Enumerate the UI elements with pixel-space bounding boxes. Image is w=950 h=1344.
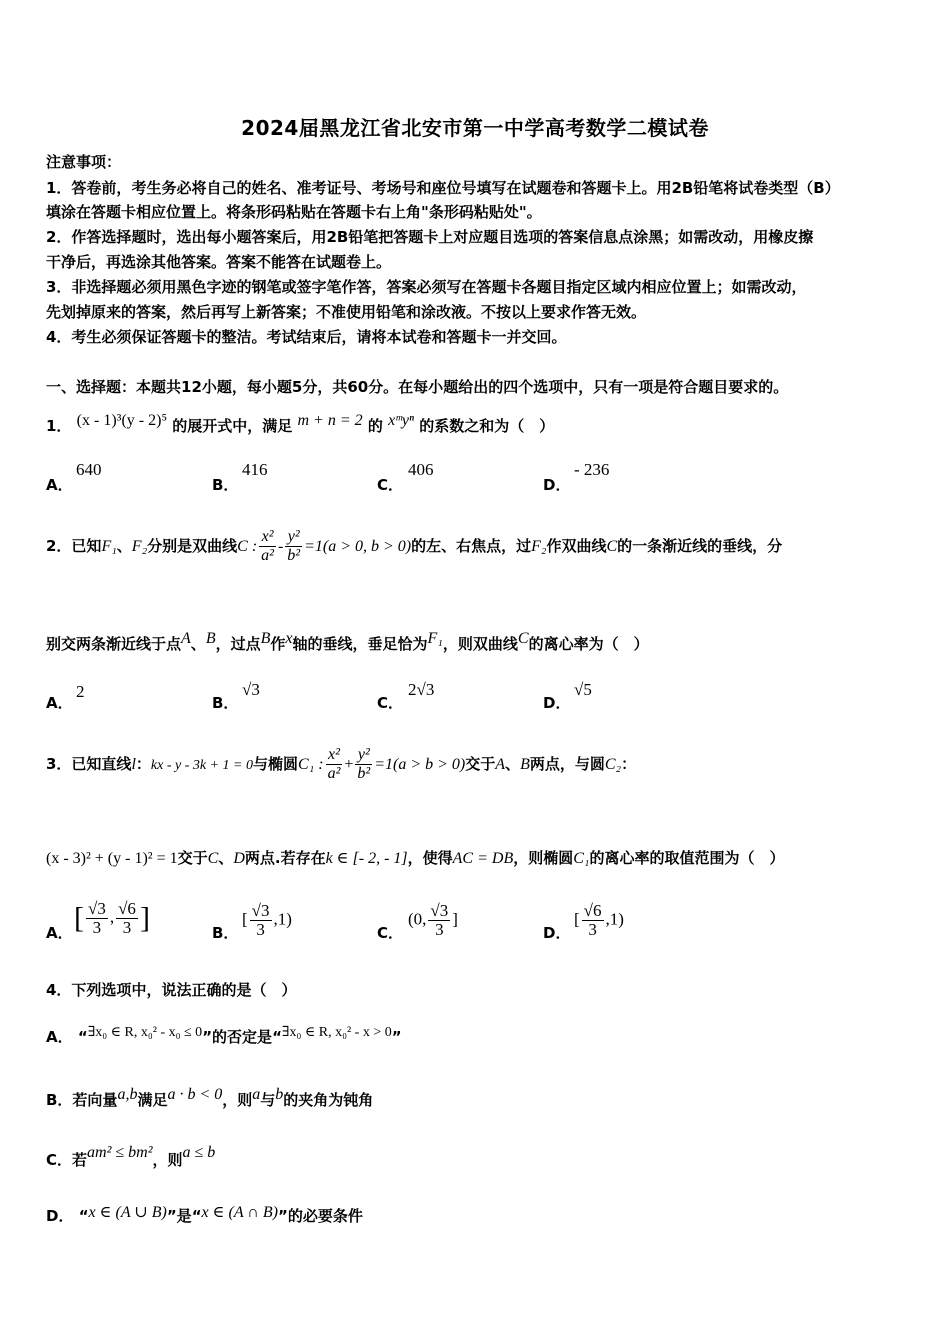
q3-b: B [520,756,530,773]
question-3-cont [46,843,910,874]
q2-x: x [285,630,293,647]
q3-text: 的离心率的取值范围为（ ） [589,849,785,867]
q3-option-a-label: A． [46,924,73,942]
q2-sep: 、 [190,635,206,653]
q3-line-eq: kx - y - 3k + 1 = 0 [150,758,253,773]
q1-expr: (x - 1)³(y - 2)⁵ [76,412,168,429]
q4-option-a: A． “∃x₀ ∈ R, x₀² - x₀ ≤ 0”的否定是“∃x₀ ∈ R, x₀² - x > 0” [46,1025,402,1046]
q3-option-b: [ $\frac{√3}{3}$ ,1) [242,901,292,939]
q2-text: ，则双曲线 [442,635,518,653]
q1-option-b: 416 [242,460,268,479]
q3-text: 两点，与圆 [529,755,605,773]
q3-option-d: [ $\frac{√6}{3}$ ,1) [574,901,624,939]
q4-option-a-expr2: ∃x₀ ∈ R, x₀² - x > 0 [281,1025,392,1040]
q2-f1: F₁ [427,630,443,647]
notice-line: 1．答卷前，考生务必将自己的姓名、准考证号、考场号和座位号填写在试题卷和答题卡上。用2B铅笔将试卷类型（B） [46,179,840,197]
q1-option-d-label: D． [543,476,571,494]
q3-c: C [207,850,219,867]
notice-line: 4．考生必须保证答题卡的整洁。考试结束后，请将本试卷和答题卡一并交回。 [46,328,567,346]
q2-option-c: 2√3 [408,680,435,699]
q3-option-a-bracket-left: [ [74,901,84,935]
q3-colon: ： [135,755,151,773]
q2-text: 的离心率为（ ） [528,635,649,653]
q3-frac-y: $\frac{\text{y²}}{\text{b²}}$ [357,746,371,782]
question-4: 4．下列选项中，说法正确的是（ ） [46,981,297,999]
q3-text: 两点.若存在 [244,849,326,867]
q1-option-c-label: C． [377,476,404,494]
q3-plus: + [344,756,354,773]
q3-option-c-label: C． [377,924,404,942]
q3-c2: C₂ [604,756,622,773]
q4-option-d: D． “x ∈ (A ∪ B)”是“x ∈ (A ∩ B)”的必要条件 [46,1204,363,1225]
question-2-cont [46,624,910,659]
q2-option-c-label: C． [377,694,404,712]
q2-text: 轴的垂线，垂足恰为 [292,635,428,653]
q1-cond: m + n = 2 [297,412,363,429]
q2-text: 的一条渐近线的垂线，分 [617,537,783,555]
q2-text: 分别是双曲线 [147,537,238,555]
question-1 [46,406,910,441]
q3-c1: C₁ : [298,756,324,773]
q2-frac-x: $\frac{\text{x²}}{\text{a²}}$ [261,528,274,564]
q3-text: 交于 [177,849,208,867]
page-title: 2024届黑龙江省北安市第一中学高考数学二模试卷 [241,116,709,140]
notice-line: 填涂在答题卡相应位置上。将条形码粘贴在答题卡右上角"条形码粘贴处"。 [46,203,542,221]
q1-number: 1． [46,417,72,435]
q2-option-a: 2 [76,682,85,701]
q2-point-b: B [205,630,216,647]
notice-heading: 注意事项： [46,153,122,171]
q2-point-a: A [181,630,191,647]
notice-line: 先划掉原来的答案，然后再写上新答案；不准使用铅笔和涂改液。不按以上要求作答无效。 [46,303,647,321]
q3-text: ，使得 [407,849,453,867]
q2-option-a-label: A． [46,694,73,712]
q1-option-b-label: B． [212,476,239,494]
q4-option-b: B．若向量a,b满足a · b < 0，则a与b的夹角为钝角 [46,1086,374,1109]
q3-d: D [233,850,245,867]
notice-line: 干净后，再选涂其他答案。答案不能答在试题卷上。 [46,253,392,271]
q3-text: 3．已知直线 [46,755,132,773]
q4-option-c: C．若am² ≤ bm²，则a ≤ b [46,1144,216,1169]
q1-text: 的系数之和为（ ） [419,417,555,435]
q3-option-b-label: B． [212,924,239,942]
q1-term: xᵐyⁿ [388,412,415,429]
q3-option-b-frac: $\frac{√3}{3}$ [251,901,270,939]
q3-text: 与椭圆 [253,755,299,773]
section-heading: 一、选择题：本题共12小题，每小题5分，共60分。在每小题给出的四个选项中，只有一项是符合题目要求的。 [46,378,789,396]
q3-text: ，则椭圆 [513,849,574,867]
q1-option-d: - 236 [574,460,610,479]
q1-text: 的展开式中，满足 [172,417,293,435]
q2-c: C [606,538,618,555]
q3-sep: 、 [505,755,521,773]
notice-line: 3．非选择题必须用黑色字迹的钢笔或签字笔作答，答案必须写在答题卡各题目指定区域内相应位置上；如需改动， [46,278,807,296]
question-3 [46,742,910,788]
q3-c1: C₁ [573,850,590,867]
q1-text: 的 [367,417,383,435]
q2-minus: - [277,538,284,555]
q3-option-d-label: D． [543,924,571,942]
q2-text: 的左、右焦点，过 [411,537,532,555]
q3-option-a-frac1: $\frac{√3}{3}$ [88,899,106,937]
q2-frac-y: $\frac{\text{y²}}{\text{b²}}$ [287,528,301,564]
q1-option-a-label: A． [46,476,73,494]
q3-text: 交于 [465,755,496,773]
q3-ac: AC = DB [452,850,514,867]
q1-option-c: 406 [408,460,434,479]
q3-frac-x: $\frac{\text{x²}}{\text{a²}}$ [327,746,341,782]
q3-circle: (x - 3)² + (y - 1)² = 1 [46,850,178,867]
q2-sep: 、 [116,537,132,555]
q3-a: A [495,756,506,773]
q2-text: ，过点 [215,635,261,653]
q2-text: 作 [270,635,286,653]
q2-option-b-label: B． [212,694,239,712]
q2-option-b: √3 [242,680,260,699]
q3-l: l [131,756,136,773]
q2-c: C [517,630,529,647]
q2-c: C : [237,538,258,555]
q3-option-d-frac: $\frac{√6}{3}$ [583,901,602,939]
q3-text: ： [621,755,637,773]
q3-option-a-bracket-right: ] [139,901,150,935]
q2-text: 2．已知 [46,537,102,555]
q3-option-a: [ $\frac{√3}{3}$ , $\frac{√6}{3}$ ] [74,899,150,937]
q2-option-d: √5 [574,680,592,699]
q2-hyp-tail: =1(a > 0, b > 0) [304,538,412,555]
q2-f2: F₂ [531,538,547,555]
q3-option-c: (0, $\frac{√3}{3}$ ] [408,901,458,939]
q2-point-b: B [260,630,271,647]
q3-k: k ∈ [- 2, - 1] [325,850,408,867]
q3-e-tail: =1(a > b > 0) [374,756,466,773]
q3-option-c-frac: $\frac{√3}{3}$ [430,901,449,939]
q1-option-a: 640 [76,460,102,479]
q2-option-d-label: D． [543,694,571,712]
q4-option-a-expr1: ∃x₀ ∈ R, x₀² - x₀ ≤ 0 [87,1025,203,1040]
q2-text: 作双曲线 [546,537,607,555]
question-2 [46,524,920,569]
q3-option-a-frac2: $\frac{√6}{3}$ [118,899,136,937]
q2-f1: F₁ [101,538,117,555]
q2-f2: F₂ [131,538,148,555]
q2-text: 别交两条渐近线于点 [46,635,182,653]
notice-line: 2．作答选择题时，选出每小题答案后，用2B铅笔把答题卡上对应题目选项的答案信息点涂黑；如需改动，用橡皮擦 [46,228,814,246]
q3-sep: 、 [218,849,234,867]
